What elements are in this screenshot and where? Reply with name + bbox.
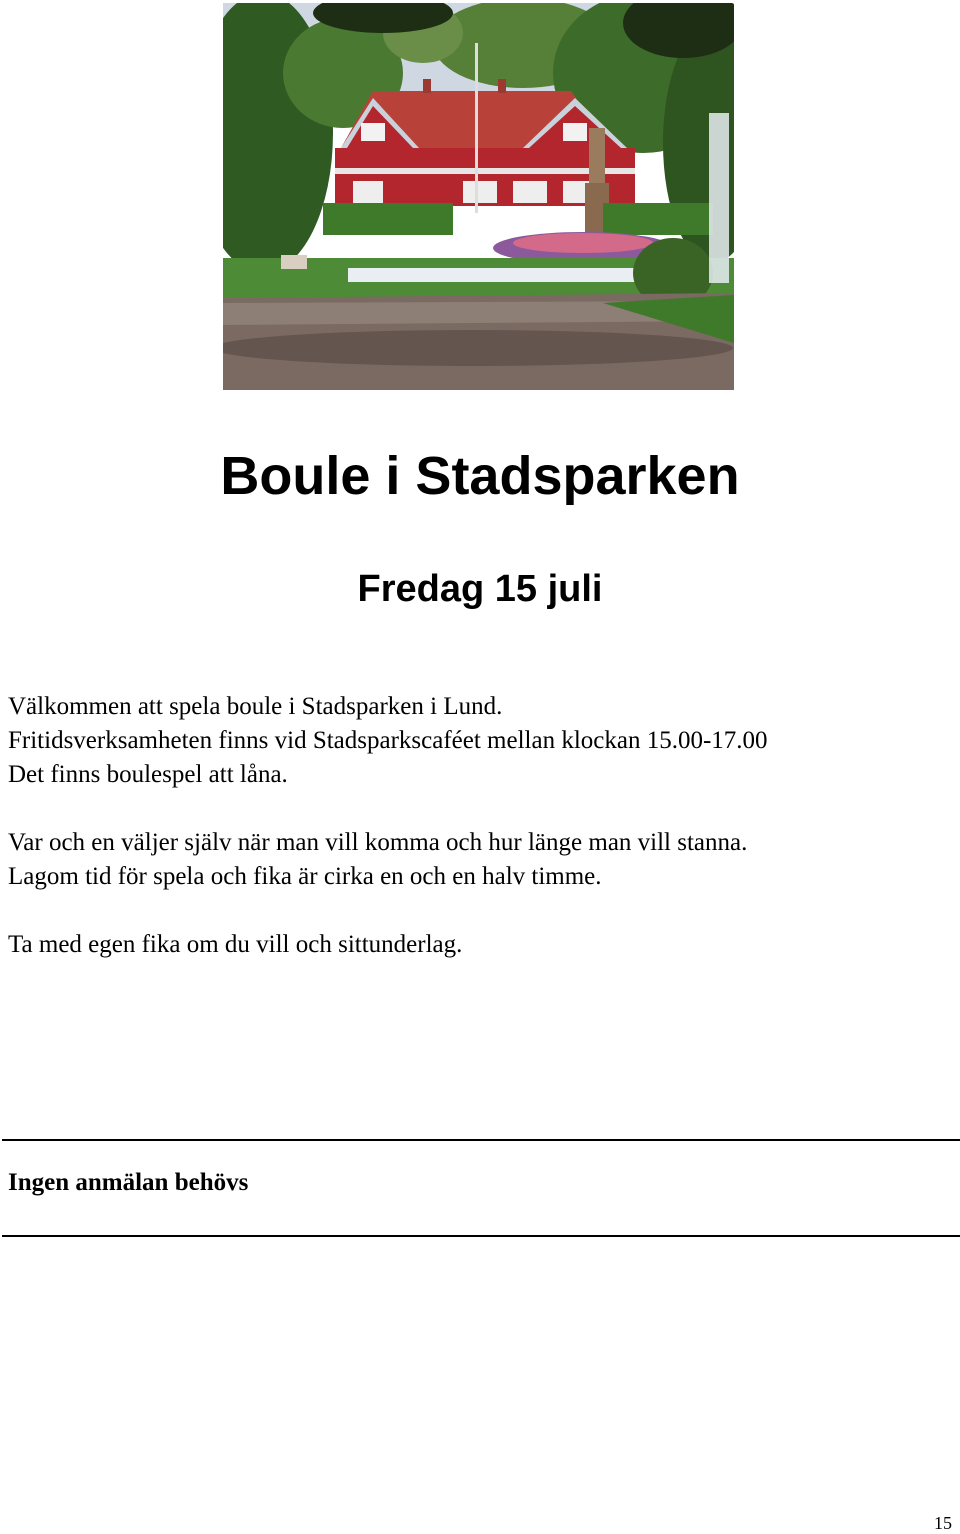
intro-line: Fritidsverksamheten finns vid Stadsparkscaféet mellan klockan 15.00-17.00 xyxy=(8,727,768,754)
info-line: Lagom tid för spela och fika är cirka en och en halv timme. xyxy=(8,863,602,890)
event-date: Fredag 15 juli xyxy=(357,568,603,610)
divider-bottom xyxy=(2,1235,960,1237)
info-paragraph xyxy=(8,826,747,894)
event-title: Boule i Stadsparken xyxy=(220,446,740,506)
info-line: Var och en väljer själv när man vill komma och hur länge man vill stanna. xyxy=(8,829,748,856)
intro-paragraph xyxy=(8,690,768,792)
intro-line: Välkommen att spela boule i Stadsparken i Lund. xyxy=(8,693,503,720)
tip-paragraph xyxy=(8,928,462,962)
registration-notice: Ingen anmälan behövs xyxy=(8,1169,249,1196)
park-cafe-photo xyxy=(223,3,734,390)
page-number: 15 xyxy=(934,1513,952,1533)
divider-top xyxy=(2,1139,960,1141)
intro-line: Det finns boulespel att låna. xyxy=(8,761,288,788)
tip-line: Ta med egen fika om du vill och sittunderlag. xyxy=(8,931,463,958)
